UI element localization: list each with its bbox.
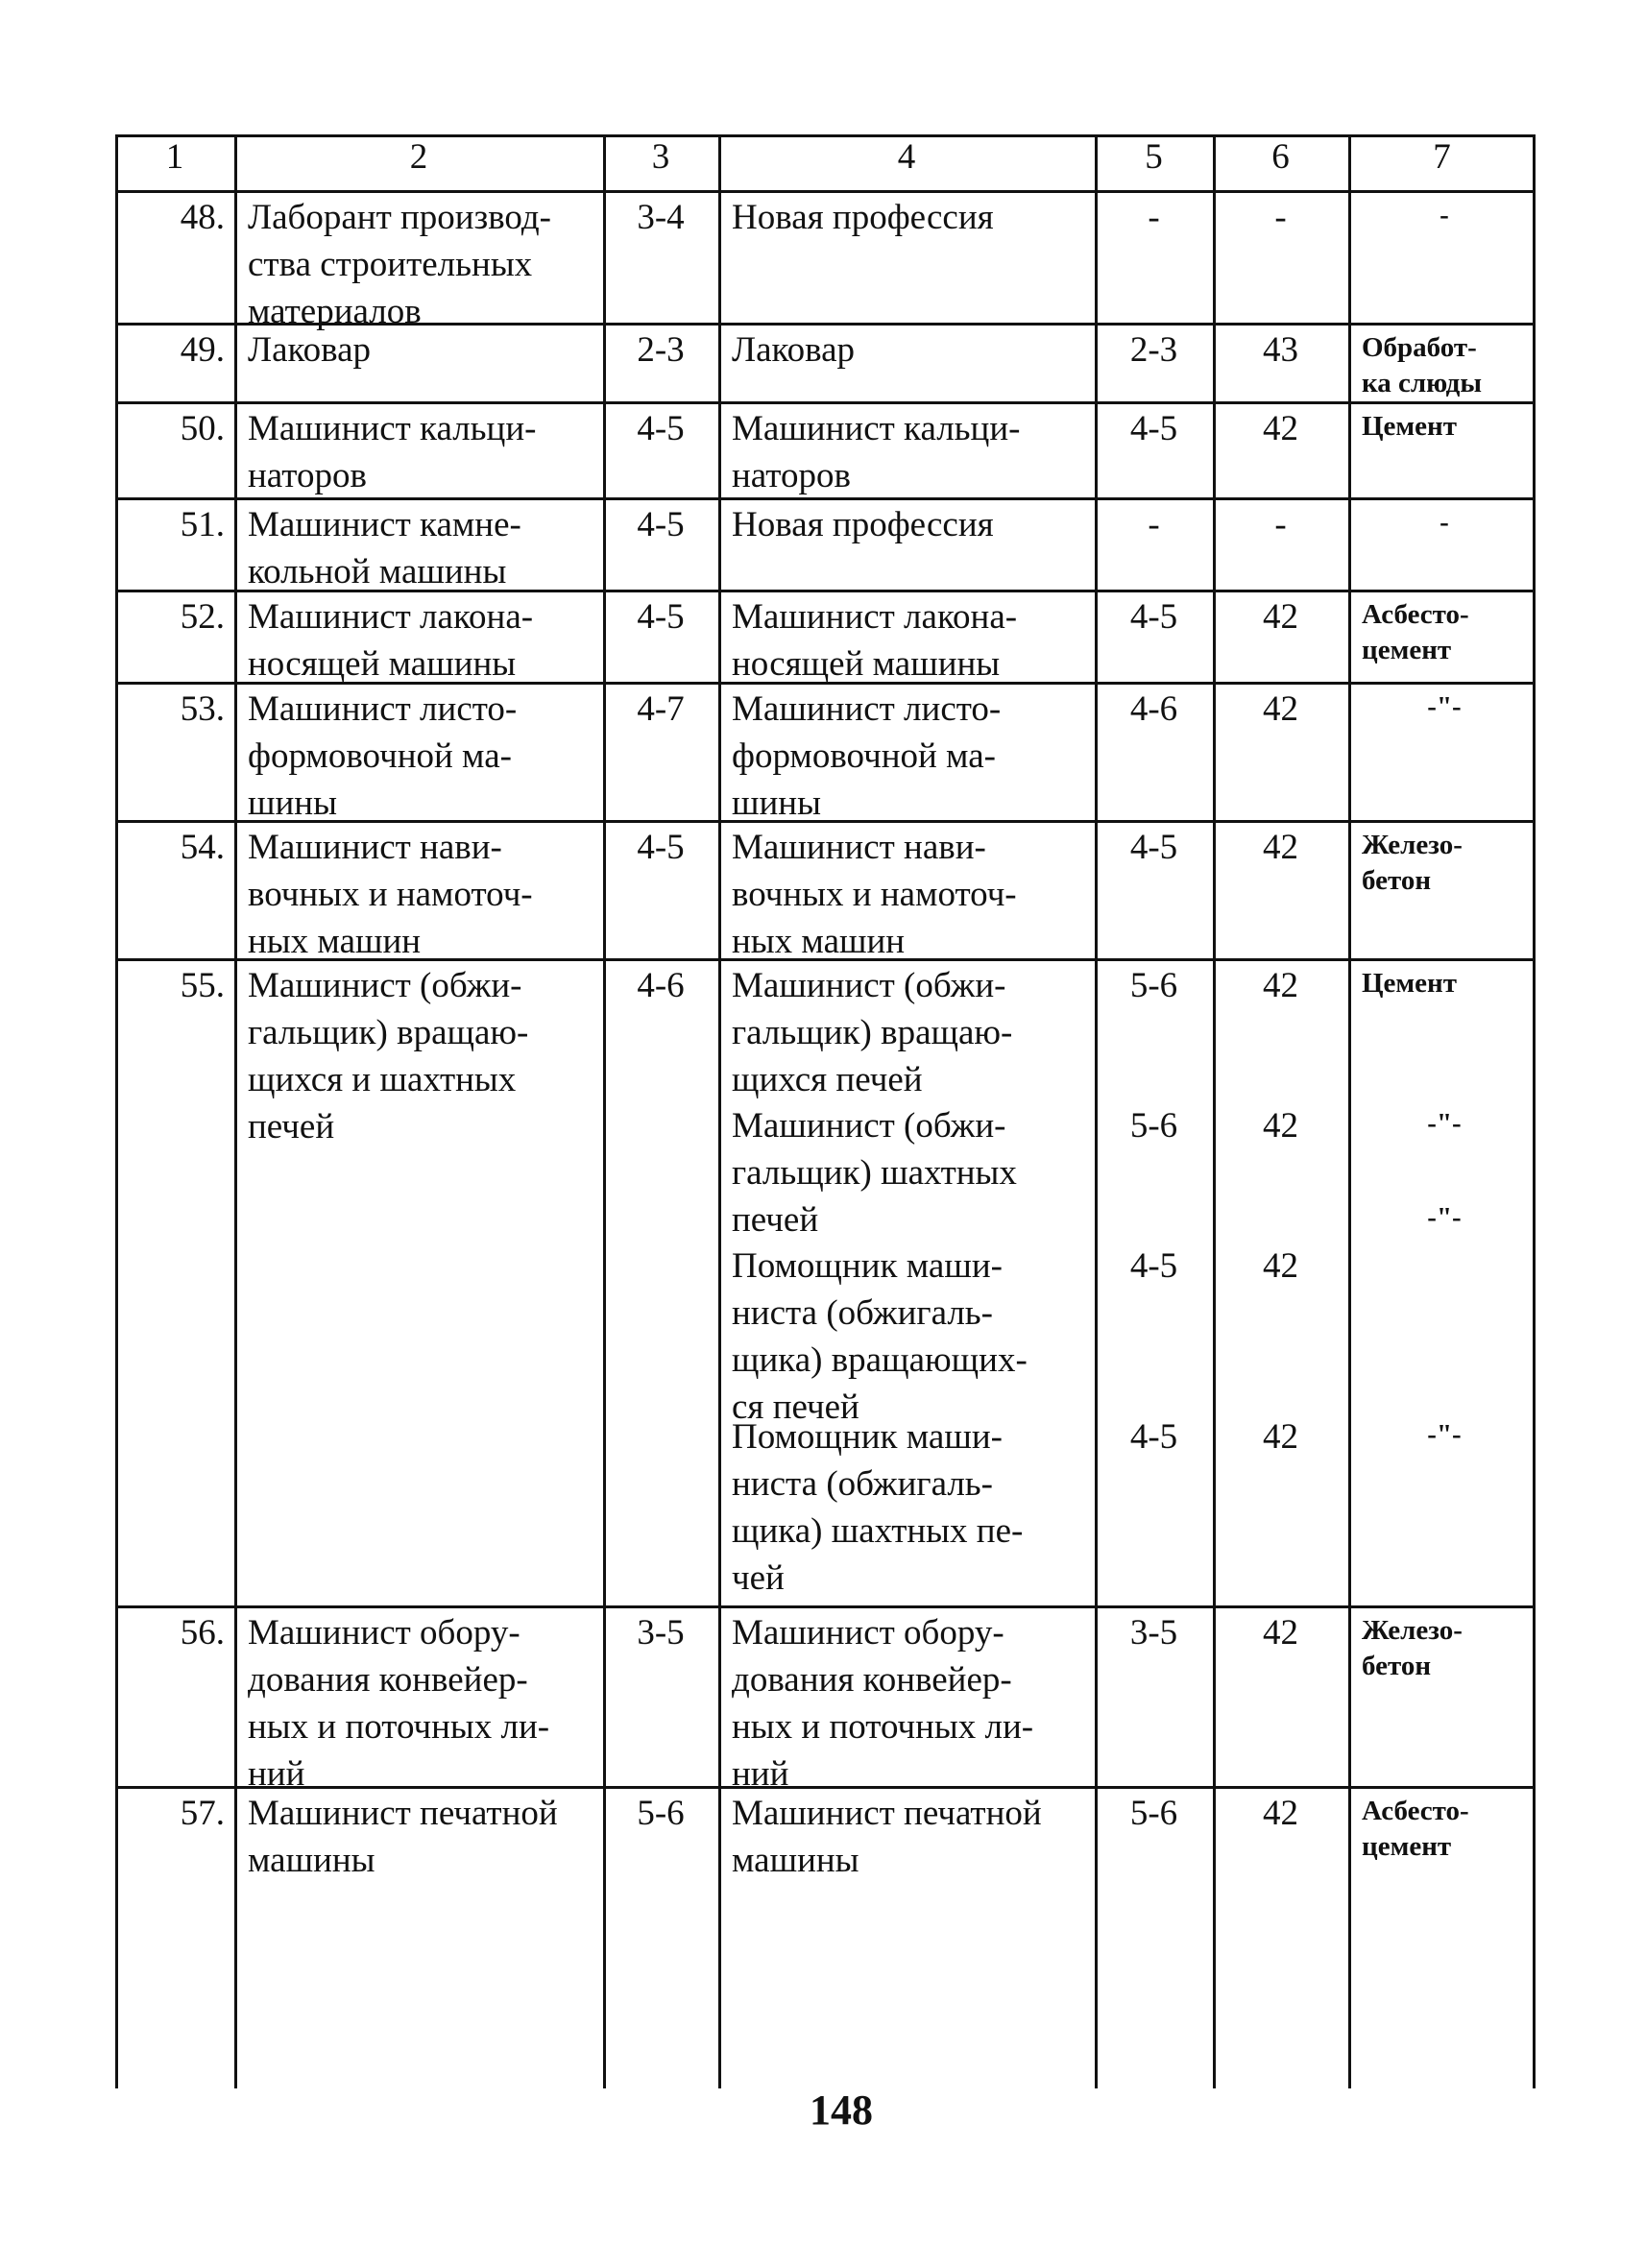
profession-name-line: ных и поточных ли-: [248, 1707, 550, 1747]
profession-name-line: материалов: [248, 292, 422, 331]
ets-profession-line: Машинист кальци-: [732, 409, 1021, 448]
profession-grade: 4-5: [637, 828, 685, 867]
column-header-7: 7: [1433, 137, 1451, 177]
ets-issue: 43: [1263, 330, 1298, 370]
ets-grade: 4-5: [1129, 1417, 1178, 1457]
ets-grade: 5-6: [1129, 1794, 1178, 1833]
profession-grade: 4-5: [637, 409, 685, 448]
ets-issue: 42: [1263, 689, 1298, 729]
ets-section-line: цемент: [1362, 1831, 1452, 1862]
ets-grade: 4-5: [1129, 597, 1178, 637]
ets-section-line: бетон: [1362, 1651, 1432, 1681]
profession-name-line: Машинист (обжи-: [248, 966, 522, 1005]
ets-profession-line: носящей машины: [732, 644, 1001, 684]
ets-grade: 4-5: [1129, 409, 1178, 448]
row-rule: [115, 401, 1536, 404]
ets-section-line: -: [1439, 200, 1449, 230]
ets-section-line: цемент: [1362, 635, 1452, 665]
ets-grade: 4-6: [1129, 689, 1178, 729]
ets-profession-line: формовочной ма-: [732, 736, 996, 776]
profession-name-line: ний: [248, 1754, 305, 1794]
column-header-4: 4: [897, 137, 916, 177]
row-number: 55.: [180, 966, 225, 1005]
ets-section-line: Цемент: [1362, 968, 1458, 999]
ets-profession-line: вочных и намоточ-: [732, 875, 1017, 914]
profession-grade: 4-6: [637, 966, 685, 1005]
profession-name-line: Машинист камне-: [248, 505, 521, 544]
ets-grade: 4-5: [1129, 1246, 1178, 1286]
profession-name-line: ных машин: [248, 922, 422, 961]
profession-grade: 4-5: [637, 505, 685, 544]
ets-section-line: Асбесто-: [1362, 599, 1469, 630]
row-number: 48.: [180, 198, 225, 237]
ets-profession-line: печей: [732, 1200, 819, 1240]
column-header-5: 5: [1145, 137, 1163, 177]
ets-profession-line: щихся печей: [732, 1060, 923, 1099]
ets-grade: 2-3: [1129, 330, 1178, 370]
ets-issue: 42: [1263, 1417, 1298, 1457]
row-number: 54.: [180, 828, 225, 867]
ets-profession-line: машины: [732, 1841, 859, 1880]
profession-name-line: Машинист кальци-: [248, 409, 537, 448]
ets-section-line: Обработ-: [1362, 332, 1477, 363]
ets-grade: -: [1148, 505, 1160, 544]
profession-name-line: шины: [248, 784, 337, 823]
ets-issue: 42: [1263, 966, 1298, 1005]
profession-name-line: машины: [248, 1841, 375, 1880]
ets-profession-line: Новая профессия: [732, 505, 994, 544]
ets-section-line: Цемент: [1362, 411, 1458, 442]
ets-profession-line: дования конвейер-: [732, 1660, 1012, 1700]
ets-profession-line: ний: [732, 1754, 789, 1794]
ets-section-line: Железо-: [1362, 1615, 1463, 1646]
ets-profession-line: Машинист обору-: [732, 1613, 1004, 1653]
ets-issue: 42: [1263, 597, 1298, 637]
ets-profession-line: Машинист (обжи-: [732, 966, 1006, 1005]
ets-section-line: Асбесто-: [1362, 1796, 1469, 1826]
column-header-2: 2: [409, 137, 428, 177]
ets-profession-line: Новая профессия: [732, 198, 994, 237]
profession-name-line: наторов: [248, 456, 367, 495]
row-number: 57.: [180, 1794, 225, 1833]
profession-name-line: кольной машины: [248, 552, 507, 591]
ets-issue: 42: [1263, 828, 1298, 867]
row-number: 56.: [180, 1613, 225, 1653]
ets-issue: -: [1274, 198, 1287, 237]
ets-profession-line: ся печей: [732, 1387, 859, 1427]
profession-name-line: Машинист обору-: [248, 1613, 520, 1653]
profession-grade: 3-4: [637, 198, 685, 237]
row-rule: [115, 190, 1536, 193]
column-header-1: 1: [165, 137, 184, 177]
ets-profession-line: гальщик) вращаю-: [732, 1013, 1013, 1052]
profession-name-line: Машинист нави-: [248, 828, 502, 867]
ets-profession-line: ниста (обжигаль-: [732, 1464, 993, 1504]
profession-name-line: дования конвейер-: [248, 1660, 528, 1700]
row-number: 51.: [180, 505, 225, 544]
ets-profession-line: Машинист печатной: [732, 1794, 1042, 1833]
column-rule: [1348, 134, 1351, 2088]
ets-profession-line: щика) вращающих-: [732, 1340, 1028, 1380]
ets-profession-line: шины: [732, 784, 821, 823]
ets-profession-line: Помощник маши-: [732, 1246, 1003, 1286]
ets-grade: 5-6: [1129, 966, 1178, 1005]
ets-profession-line: гальщик) шахтных: [732, 1153, 1017, 1193]
ets-profession-line: щика) шахтных пе-: [732, 1511, 1024, 1551]
column-rule: [718, 134, 721, 2088]
profession-table: [115, 134, 1536, 2088]
profession-name-line: Машинист лакона-: [248, 597, 534, 637]
ets-profession-line: ных машин: [732, 922, 906, 961]
ets-issue: 42: [1263, 1246, 1298, 1286]
profession-grade: 4-7: [637, 689, 685, 729]
profession-name-line: щихся и шахтных: [248, 1060, 517, 1099]
page-number: 148: [810, 2087, 873, 2134]
row-rule: [115, 1605, 1536, 1608]
column-header-6: 6: [1271, 137, 1290, 177]
profession-name-line: Лаковар: [248, 330, 372, 370]
ets-profession-line: Машинист нави-: [732, 828, 986, 867]
ets-section-line: -"-: [1427, 691, 1462, 722]
ets-profession-line: Лаковар: [732, 330, 856, 370]
row-number: 53.: [180, 689, 225, 729]
ets-profession-line: Помощник маши-: [732, 1417, 1003, 1457]
ets-issue: 42: [1263, 1794, 1298, 1833]
ets-profession-line: Машинист листо-: [732, 689, 1002, 729]
row-number: 52.: [180, 597, 225, 637]
ets-issue: 42: [1263, 1613, 1298, 1653]
ets-profession-line: ниста (обжигаль-: [732, 1293, 993, 1333]
profession-name-line: Лаборант производ-: [248, 198, 551, 237]
profession-name-line: ства строительных: [248, 245, 533, 284]
profession-grade: 4-5: [637, 597, 685, 637]
ets-section-line: Железо-: [1362, 830, 1463, 860]
profession-grade: 2-3: [637, 330, 685, 370]
column-header-3: 3: [651, 137, 670, 177]
ets-grade: 4-5: [1129, 828, 1178, 867]
ets-grade: -: [1148, 198, 1160, 237]
ets-section-line: ка слюды: [1362, 368, 1482, 398]
row-number: 49.: [180, 330, 225, 370]
ets-profession-line: Машинист лакона-: [732, 597, 1018, 637]
column-rule: [1533, 134, 1536, 2088]
ets-section-line: -"-: [1427, 1419, 1462, 1450]
ets-profession-line: чей: [732, 1558, 785, 1598]
ets-section-line: -: [1439, 507, 1449, 538]
profession-grade: 3-5: [637, 1613, 685, 1653]
profession-grade: 5-6: [637, 1794, 685, 1833]
ets-issue: 42: [1263, 1106, 1298, 1146]
profession-name-line: печей: [248, 1107, 335, 1146]
ets-section-line: -"-: [1427, 1108, 1462, 1139]
ets-grade: 5-6: [1129, 1106, 1178, 1146]
profession-name-line: формовочной ма-: [248, 736, 512, 776]
ets-issue: -: [1274, 505, 1287, 544]
profession-name-line: гальщик) вращаю-: [248, 1013, 529, 1052]
ets-profession-line: Машинист (обжи-: [732, 1106, 1006, 1146]
ets-grade: 3-5: [1129, 1613, 1178, 1653]
ets-profession-line: наторов: [732, 456, 851, 495]
row-number: 50.: [180, 409, 225, 448]
column-rule: [234, 134, 237, 2088]
ets-section-line: бетон: [1362, 865, 1432, 896]
profession-name-line: вочных и намоточ-: [248, 875, 533, 914]
profession-name-line: Машинист печатной: [248, 1794, 558, 1833]
ets-section-line: -"-: [1427, 1202, 1462, 1233]
row-rule: [115, 134, 1536, 137]
profession-name-line: Машинист листо-: [248, 689, 518, 729]
profession-name-line: носящей машины: [248, 644, 517, 684]
ets-issue: 42: [1263, 409, 1298, 448]
ets-profession-line: ных и поточных ли-: [732, 1707, 1034, 1747]
